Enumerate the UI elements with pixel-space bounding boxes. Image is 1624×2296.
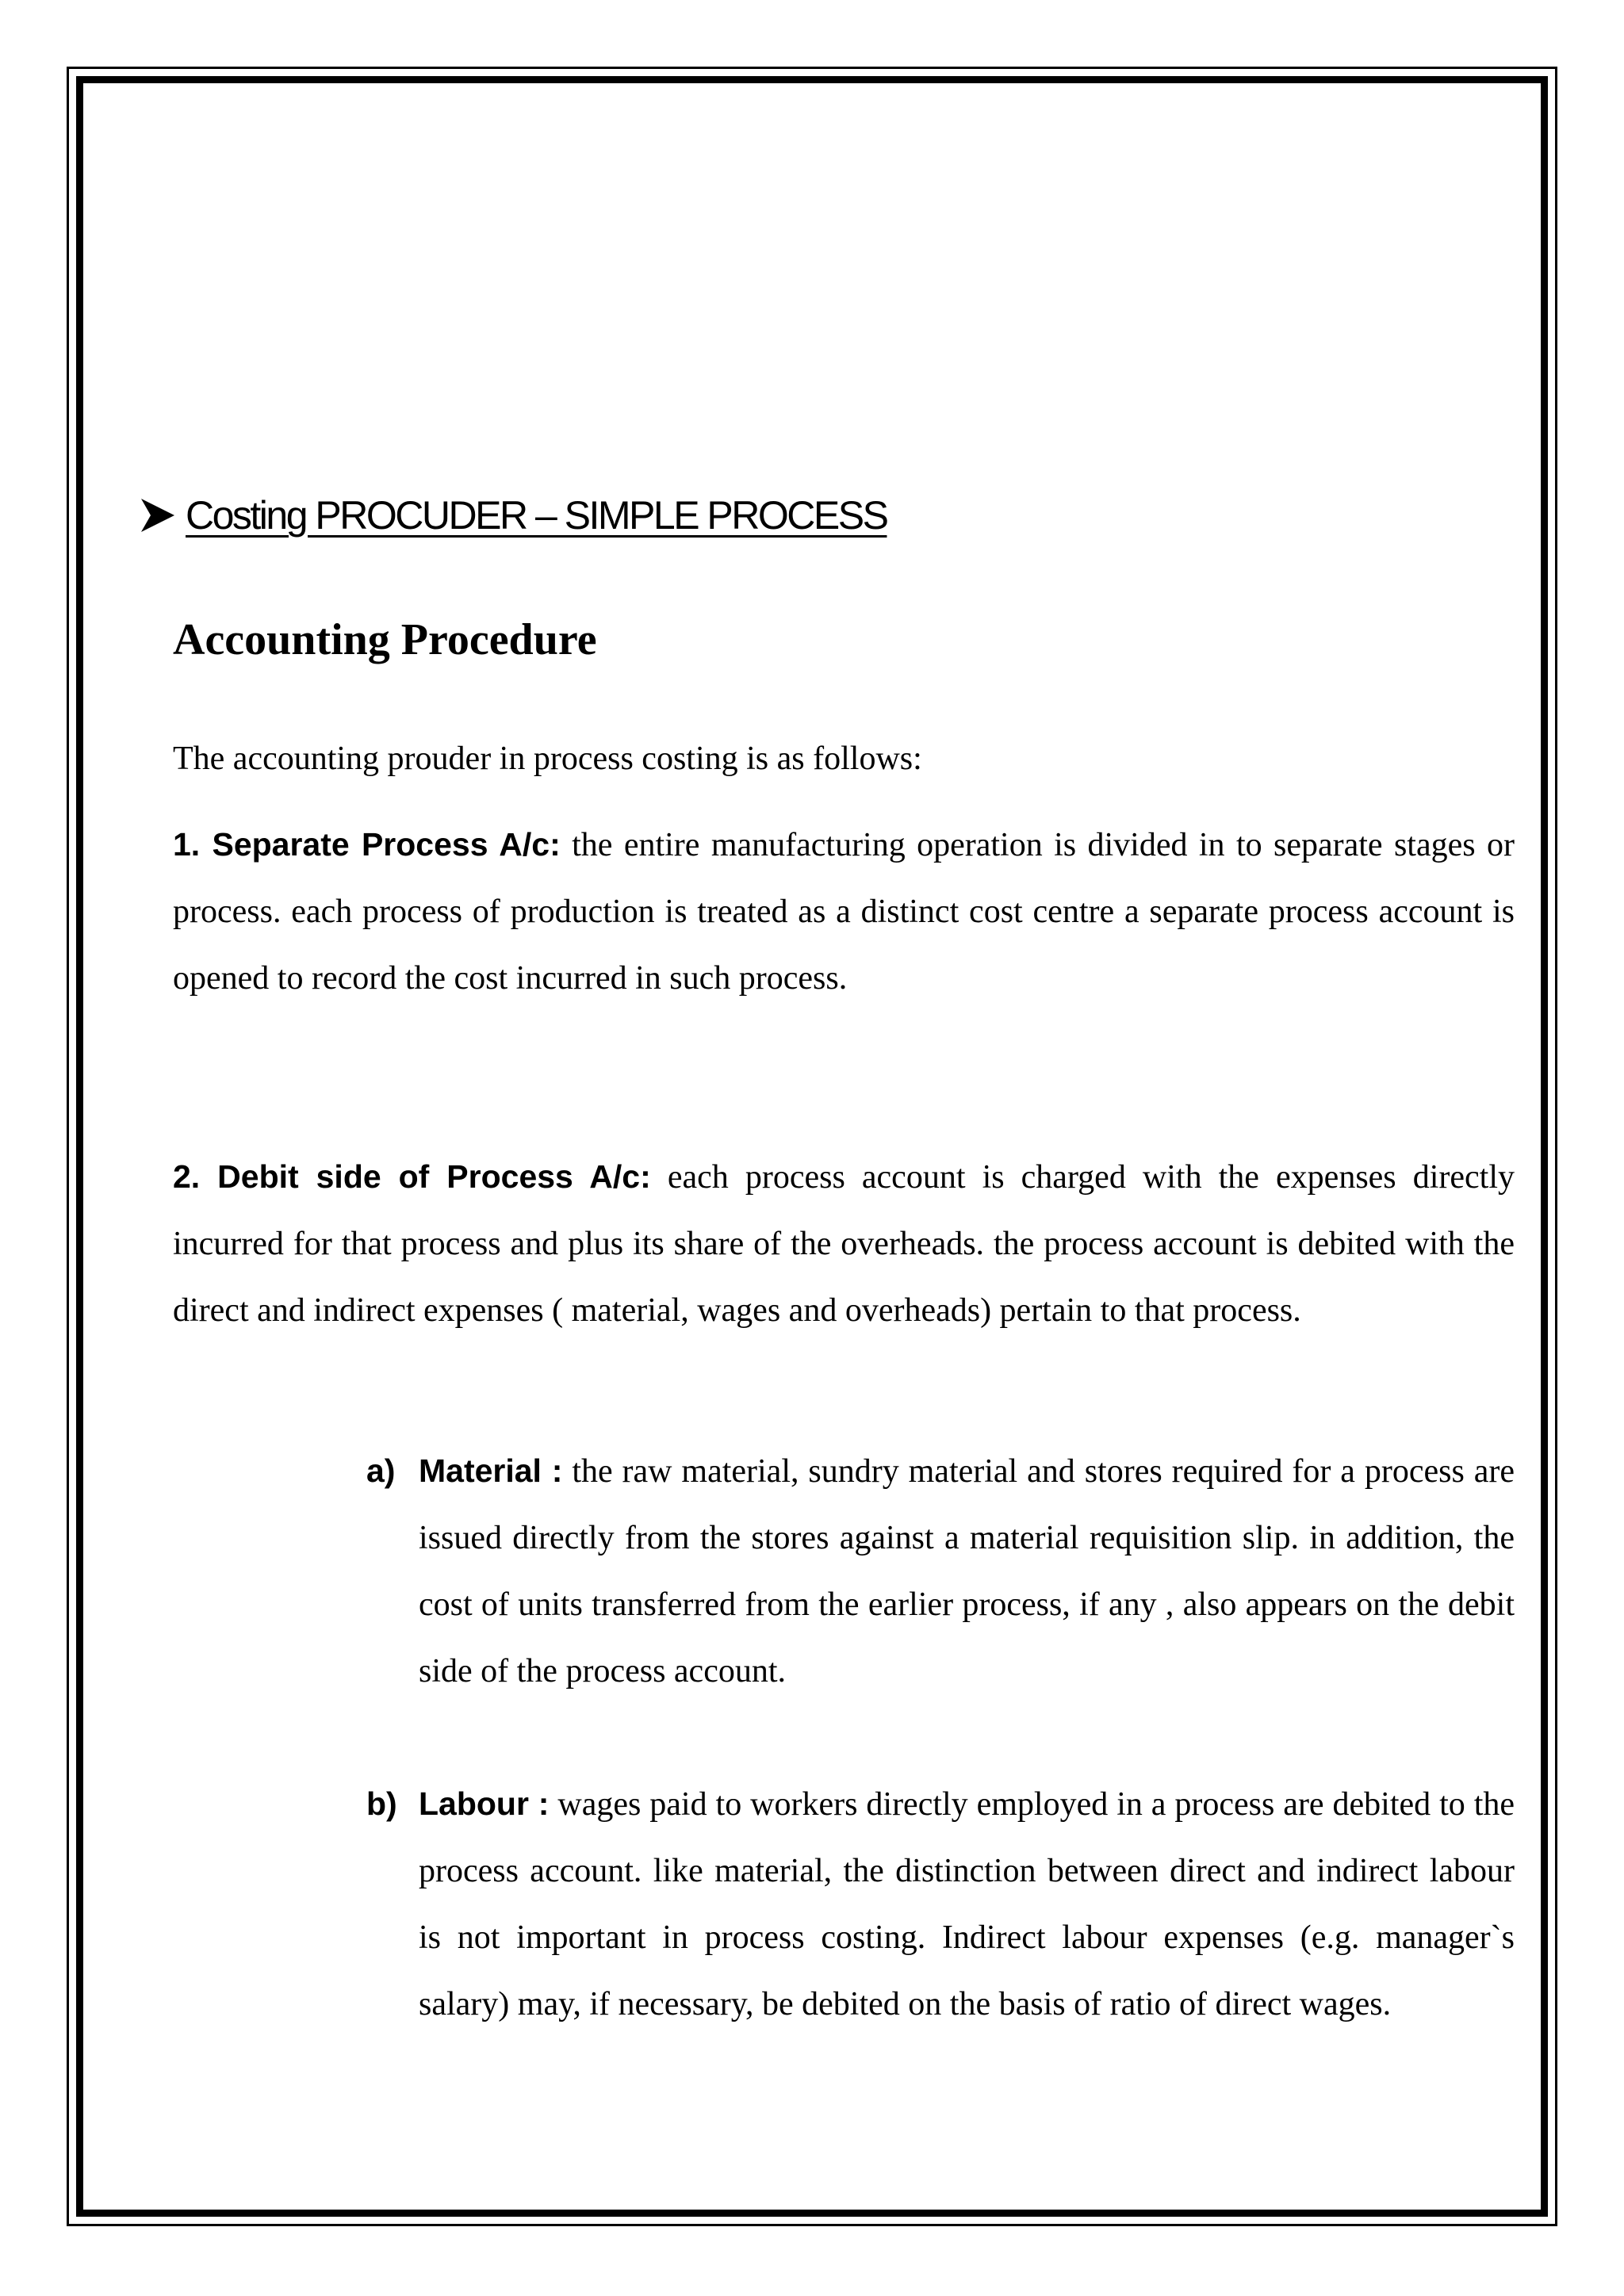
- page-title: Accounting Procedure: [173, 615, 597, 664]
- section-heading-text: Costing PROCUDER – SIMPLE PROCESS: [186, 493, 887, 538]
- arrow-bullet-icon: [140, 497, 176, 534]
- intro-paragraph: The accounting prouder in process costing is as follows:: [173, 740, 922, 777]
- subitem-labour: [366, 1770, 1515, 2038]
- subitem-lead: Labour :: [419, 1785, 550, 1822]
- item-text: each process account is charged with the expenses directly incurred for that process and plus its share of the overheads. the process account is debited with the direct and indirect expenses ( material, wages and overheads) pertain to that process.: [173, 1159, 1515, 1329]
- item-text: the entire manufacturing operation is divided in to separate stages or process. each process of production is treated as a distinct cost centre a separate process account is opened to record the cost incurred in such process.: [173, 827, 1515, 997]
- subitem-marker: a): [366, 1452, 396, 1489]
- item-lead: 2. Debit side of Process A/c:: [173, 1158, 651, 1195]
- subitem-marker: b): [366, 1785, 397, 1822]
- item-lead: 1. Separate Process A/c:: [173, 826, 561, 863]
- subitem-lead: Material :: [419, 1452, 563, 1489]
- subitem-text: wages paid to workers directly employed in a process are debited to the process account. like material, the distinction between direct and indirect labour is not important in process costing. Indirect labour expenses (e.g. manager`s salary) may, if necessary, be debited on the basis of ratio of direct wages.: [419, 1786, 1515, 2022]
- subitem-material: [366, 1437, 1515, 1705]
- subitem-text: the raw material, sundry material and stores required for a process are issued directly from the stores against a material requisition slip. in addition, the cost of units transferred from the earlier process, if any , also appears on the debit side of the process account.: [419, 1453, 1515, 1689]
- item-separate-process: [173, 811, 1515, 1012]
- section-heading: [140, 484, 887, 547]
- item-debit-side: [173, 1143, 1515, 1344]
